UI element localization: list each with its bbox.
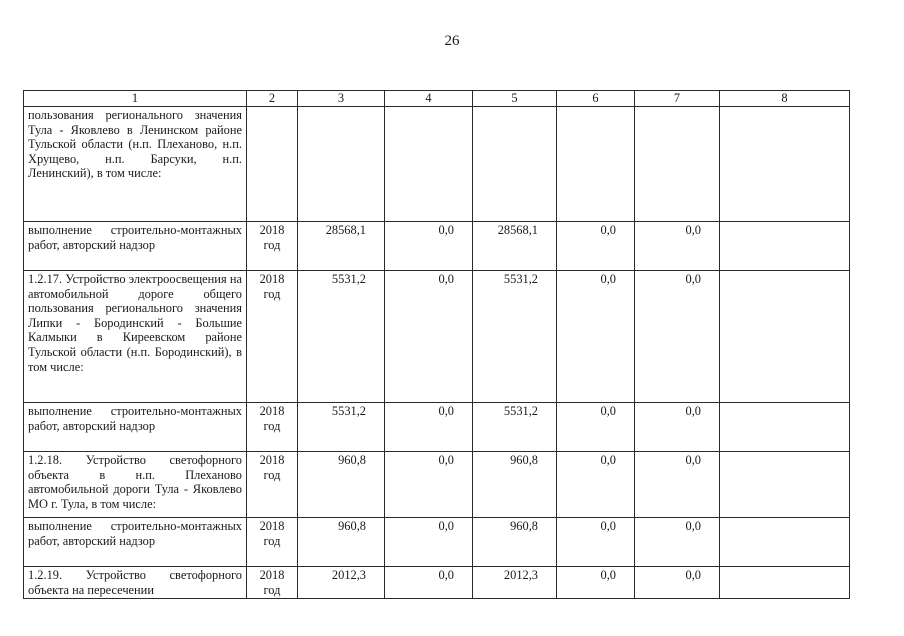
row-value-col7: 0,0 [635,567,720,599]
row-value-col6: 0,0 [557,518,635,567]
table-row [24,567,850,599]
column-header: 5 [473,91,557,107]
table-row [24,518,850,567]
budget-table [23,90,850,599]
row-value-col6: 0,0 [557,403,635,452]
column-header: 4 [385,91,473,107]
column-header: 8 [720,91,850,107]
row-description: выполнение строительно-монтажных работ, авторский надзор [24,518,247,567]
row-value-col8 [720,567,850,599]
row-value-col3: 960,8 [298,518,385,567]
column-header: 7 [635,91,720,107]
row-description: выполнение строительно-монтажных работ, авторский надзор [24,222,247,271]
row-value-col4: 0,0 [385,271,473,403]
row-value-col4: 0,0 [385,518,473,567]
row-value-col3: 5531,2 [298,271,385,403]
row-value-col3: 960,8 [298,452,385,518]
row-year: 2018 год [247,452,298,518]
row-description: выполнение строительно-монтажных работ, авторский надзор [24,403,247,452]
row-value-col6: 0,0 [557,222,635,271]
table-row [24,271,850,403]
table-row [24,107,850,222]
row-value-col5: 960,8 [473,518,557,567]
row-value-col5: 960,8 [473,452,557,518]
row-value-col8 [720,107,850,222]
row-value-col8 [720,222,850,271]
row-value-col7 [635,107,720,222]
row-value-col8 [720,271,850,403]
row-value-col3: 2012,3 [298,567,385,599]
row-value-col5: 5531,2 [473,403,557,452]
row-value-col6: 0,0 [557,452,635,518]
row-value-col3 [298,107,385,222]
row-value-col8 [720,518,850,567]
row-value-col5 [473,107,557,222]
row-year [247,107,298,222]
row-value-col7: 0,0 [635,518,720,567]
column-header: 6 [557,91,635,107]
row-value-col4: 0,0 [385,567,473,599]
table-row [24,452,850,518]
row-value-col4: 0,0 [385,452,473,518]
row-value-col8 [720,403,850,452]
row-value-col5: 2012,3 [473,567,557,599]
row-year: 2018 год [247,518,298,567]
row-value-col6: 0,0 [557,271,635,403]
row-value-col6 [557,107,635,222]
row-value-col4: 0,0 [385,403,473,452]
row-value-col7: 0,0 [635,222,720,271]
table-header-row [24,91,850,107]
row-description: 1.2.18. Устройство светофорного объекта в н.п. Плеханово автомобильной дороги Тула - Яковлево МО г. Тула, в том числе: [24,452,247,518]
row-value-col6: 0,0 [557,567,635,599]
row-value-col7: 0,0 [635,452,720,518]
row-value-col5: 28568,1 [473,222,557,271]
row-value-col8 [720,452,850,518]
row-description: 1.2.19. Устройство светофорного объекта на пересечении [24,567,247,599]
row-year: 2018 год [247,222,298,271]
row-year: 2018 год [247,567,298,599]
row-year: 2018 год [247,271,298,403]
row-description: пользования регионального значения Тула - Яковлево в Ленинском районе Тульской области (н.п. Плеханово, н.п. Хрущево, н.п. Барсуки, н.п. Ленинский), в том числе: [24,107,247,222]
row-description: 1.2.17. Устройство электроосвещения на автомобильной дороге общего пользования регионального значения Липки - Бородинский - Большие Калмыки в Киреевском районе Тульской области (н.п. Бородинский), в том числе: [24,271,247,403]
row-value-col3: 28568,1 [298,222,385,271]
row-value-col3: 5531,2 [298,403,385,452]
page-number: 26 [444,33,460,49]
column-header: 3 [298,91,385,107]
table-row [24,403,850,452]
row-value-col4: 0,0 [385,222,473,271]
row-value-col4 [385,107,473,222]
row-year: 2018 год [247,403,298,452]
row-value-col7: 0,0 [635,403,720,452]
column-header: 1 [24,91,247,107]
row-value-col5: 5531,2 [473,271,557,403]
column-header: 2 [247,91,298,107]
row-value-col7: 0,0 [635,271,720,403]
table-row [24,222,850,271]
